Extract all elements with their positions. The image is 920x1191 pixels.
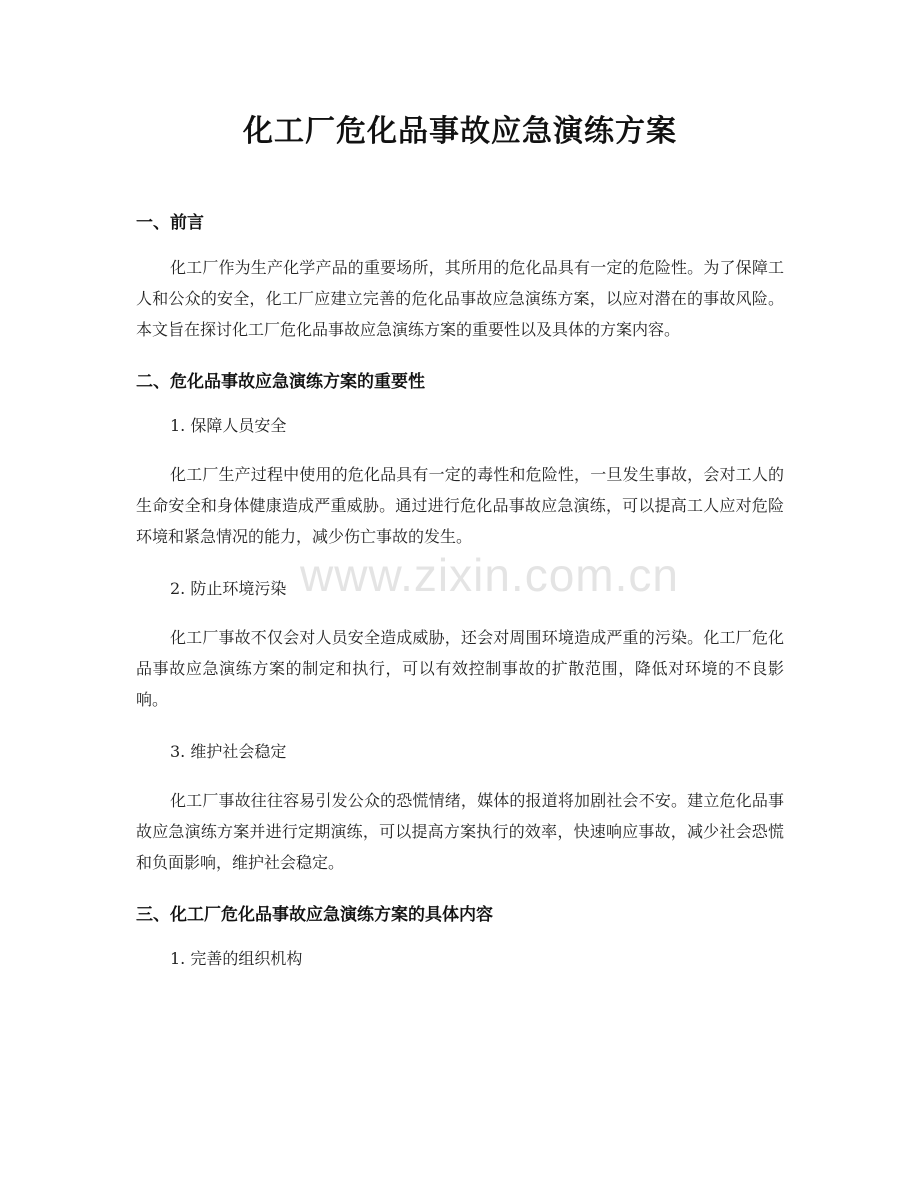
- section-heading-preface: 一、前言: [136, 213, 204, 233]
- document-title: 化工厂危化品事故应急演练方案: [243, 114, 677, 149]
- section-heading-importance: 二、危化品事故应急演练方案的重要性: [136, 372, 425, 392]
- paragraph-social-stability: 化工厂事故往往容易引发公众的恐慌情绪，媒体的报道将加剧社会不安。建立危化品事故应急演练方案并进行定期演练，可以提高方案执行的效率，快速响应事故，减少社会恐慌和负面影响，维护社会稳定。: [136, 791, 784, 872]
- subheading-personnel-safety: 1. 保障人员安全: [170, 416, 287, 435]
- section-heading-specific-content: 三、化工厂危化品事故应急演练方案的具体内容: [136, 905, 493, 925]
- preface-paragraph: 化工厂作为生产化学产品的重要场所，其所用的危化品具有一定的危险性。为了保障工人和公众的安全，化工厂应建立完善的危化品事故应急演练方案，以应对潜在的事故风险。本文旨在探讨化工厂危化品事故应急演练方案的重要性以及具体的方案内容。: [136, 258, 784, 339]
- paragraph-personnel-safety: 化工厂生产过程中使用的危化品具有一定的毒性和危险性，一旦发生事故，会对工人的生命安全和身体健康造成严重威胁。通过进行危化品事故应急演练，可以提高工人应对危险环境和紧急情况的能力，减少伤亡事故的发生。: [136, 465, 784, 546]
- watermark-text: www.zixin.com.cn: [300, 549, 679, 601]
- subheading-social-stability: 3. 维护社会稳定: [170, 742, 287, 761]
- subheading-environmental-pollution: 2. 防止环境污染: [170, 579, 287, 598]
- paragraph-environmental-pollution: 化工厂事故不仅会对人员安全造成威胁，还会对周围环境造成严重的污染。化工厂危化品事故应急演练方案的制定和执行，可以有效控制事故的扩散范围，降低对环境的不良影响。: [136, 628, 784, 709]
- subheading-organization: 1. 完善的组织机构: [170, 949, 303, 968]
